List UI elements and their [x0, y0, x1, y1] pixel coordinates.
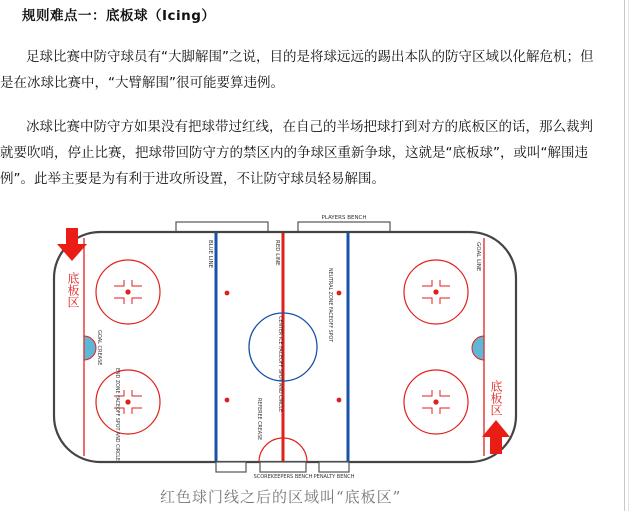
- penalty-bench-label: PENALTY BENCH: [313, 474, 355, 480]
- scorekeepers-bench-box: [260, 462, 306, 472]
- neutral-spot-3: [225, 398, 230, 403]
- neutral-zone-label: NEUTRAL ZONE FACEOFF SPOT: [327, 268, 332, 343]
- zone-label-left: 底板区: [66, 272, 80, 308]
- page-edge: [624, 0, 640, 511]
- section-heading: 规则难点一：底板球（Icing）: [22, 8, 216, 24]
- neutral-spot-1: [225, 291, 230, 296]
- paragraph-2: 冰球比赛中防守方如果没有把球带过红线，在自己的半场把球打到对方的底板区的话，那么裁判就要吹哨，停止比赛，把球带回防守方的禁区内的争球区重新争球，这就是“底板球”，或叫“解围违例”。此举主要是为有利于进攻所设置，不让防守球员轻易解围。: [0, 119, 593, 187]
- rink-svg: [44, 208, 524, 508]
- neutral-spot-4: [337, 398, 342, 403]
- referee-crease-label: REFEREE CREASE: [256, 398, 261, 441]
- players-bench-box: [298, 222, 390, 232]
- blue-line-label: BLUE LINE: [207, 240, 213, 269]
- center-ice-label: CENTER ICE FACEOFF SPOT AND CIRCLE: [277, 316, 282, 412]
- figure-caption: 红色球门线之后的区域叫“底板区”: [160, 488, 402, 506]
- red-line-label: RED LINE: [274, 240, 280, 266]
- bench-box-bottom-left: [216, 462, 246, 472]
- scorekeepers-label: SCOREKEEPERS BENCH: [253, 474, 313, 480]
- zone-label-right: 底板区: [489, 380, 503, 416]
- bench-box-left: [176, 222, 268, 232]
- penalty-bench-box: [319, 462, 349, 472]
- goal-crease-label: GOAL CREASE: [96, 330, 102, 366]
- paragraph-1: 足球比赛中防守球员有“大脚解围”之说，目的是将球远远的踢出本队的防守区域以化解危机；但是在冰球比赛中，“大臂解围”很可能要算违例。: [0, 49, 594, 91]
- rink-diagram: [44, 208, 524, 508]
- players-bench-label: PLAYERS BENCH: [321, 215, 367, 221]
- neutral-spot-2: [337, 291, 342, 296]
- rink-boards: [54, 232, 516, 462]
- goal-line-label: GOAL LINE: [475, 242, 481, 272]
- end-zone-label: END ZONE FACEOFF SPOT AND CIRCLE: [114, 368, 119, 461]
